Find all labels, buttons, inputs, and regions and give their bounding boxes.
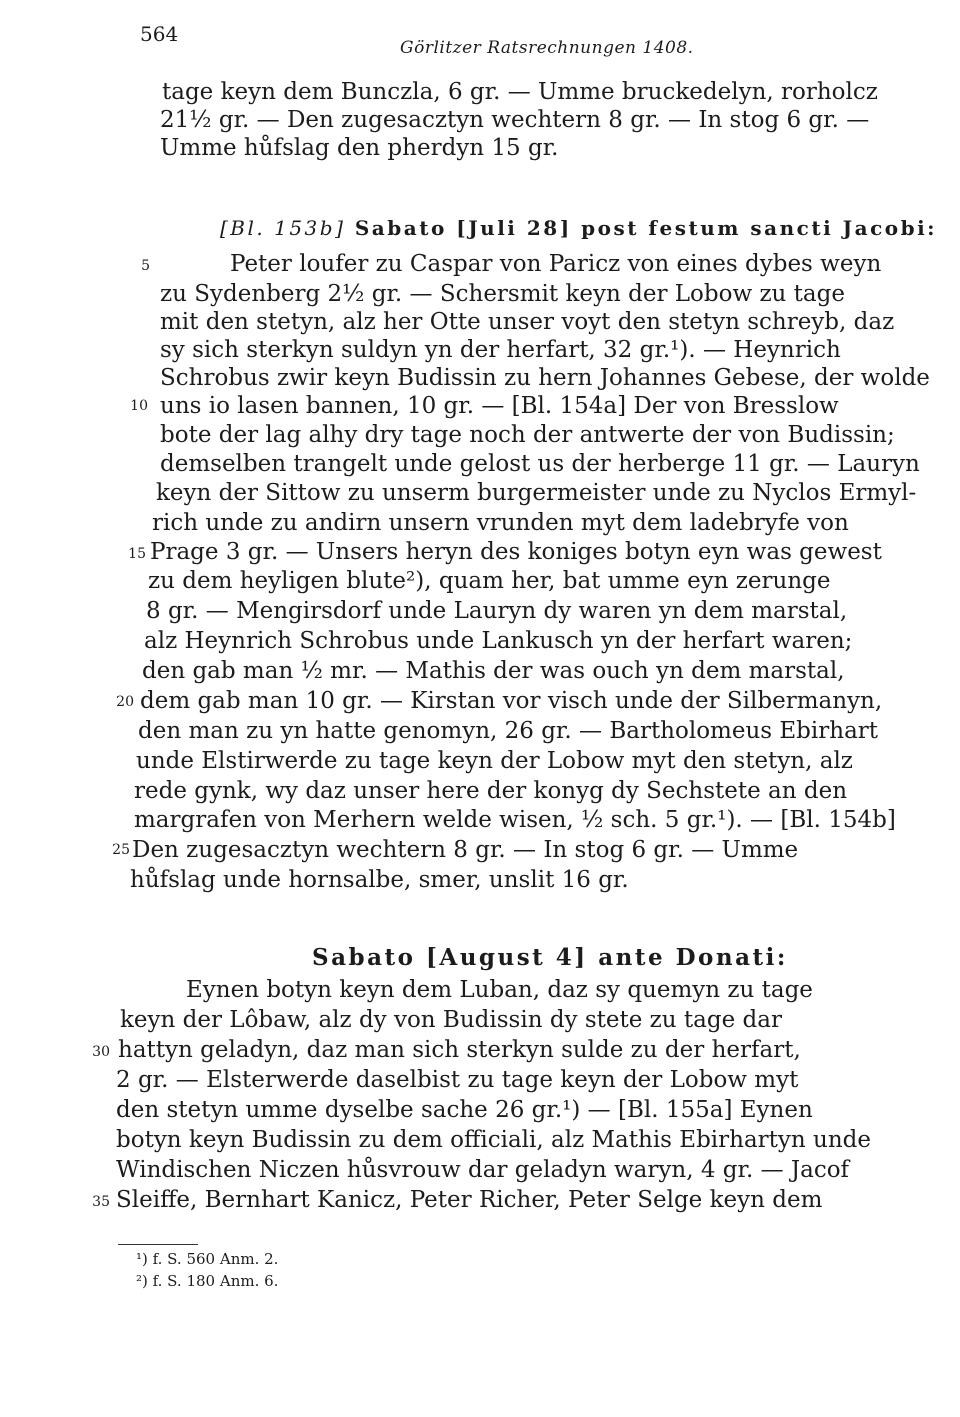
text-line: sy sich sterkyn suldyn yn der herfart, 32 gr.¹). — Heynrich <box>160 337 841 363</box>
text-line: rich unde zu andirn unsern vrunden myt dem ladebryfe von <box>152 510 849 536</box>
text-line: alz Heynrich Schrobus unde Lankusch yn der herfart waren; <box>144 628 853 654</box>
line-number: 35 <box>92 1194 110 1210</box>
line-number: 25 <box>112 842 130 858</box>
text-line: hůfslag unde hornsalbe, smer, unslit 16 gr. <box>130 867 629 893</box>
text-line: Umme hůfslag den pherdyn 15 gr. <box>160 135 559 161</box>
line-number: 5 <box>141 258 150 274</box>
text-line: Peter loufer zu Caspar von Paricz von eines dybes weyn <box>230 251 882 277</box>
section-title: Sabato [Juli 28] post festum sancti Jacobi: <box>354 216 938 240</box>
running-title: Görlitzer Ratsrechnungen 1408. <box>400 38 694 58</box>
footnote: ¹) f. S. 560 Anm. 2. <box>136 1250 279 1268</box>
text-line: rede gynk, wy daz unser here der konyg dy Sechstete an den <box>134 778 848 804</box>
text-line: zu Sydenberg 2½ gr. — Schersmit keyn der Lobow zu tage <box>160 281 845 307</box>
text-line: keyn der Sittow zu unserm burgermeister unde zu Nyclos Ermyl- <box>156 480 917 506</box>
text-line: Windischen Niczen hůsvrouw dar geladyn waryn, 4 gr. — Jacof <box>116 1157 850 1183</box>
footnote: ²) f. S. 180 Anm. 6. <box>136 1272 279 1290</box>
text-line: tage keyn dem Bunczla, 6 gr. — Umme bruckedelyn, rorholcz <box>162 79 878 105</box>
text-line: den stetyn umme dyselbe sache 26 gr.¹) — [Bl. 155a] Eynen <box>116 1097 813 1123</box>
page-number: 564 <box>140 22 179 46</box>
line-number: 15 <box>128 546 146 562</box>
text-line: 8 gr. — Mengirsdorf unde Lauryn dy waren yn dem marstal, <box>146 598 848 624</box>
text-line: den man zu yn hatte genomyn, 26 gr. — Bartholomeus Ebirhart <box>138 718 879 744</box>
text-line: Sleiffe, Bernhart Kanicz, Peter Richer, Peter Selge keyn dem <box>116 1187 823 1213</box>
text-line: 2 gr. — Elsterwerde daselbist zu tage keyn der Lobow myt <box>116 1067 799 1093</box>
text-line: Den zugesacztyn wechtern 8 gr. — In stog 6 gr. — Umme <box>132 837 799 863</box>
text-line: den gab man ½ mr. — Mathis der was ouch yn dem marstal, <box>142 658 845 684</box>
footnote-rule <box>118 1244 198 1245</box>
section-heading: Sabato [August 4] ante Donati: <box>312 944 788 971</box>
text-line: mit den stetyn, alz her Otte unser voyt den stetyn schreyb, daz <box>160 309 895 335</box>
folio-reference: [Bl. 153b] <box>220 216 346 240</box>
line-number: 20 <box>116 694 134 710</box>
text-line: Schrobus zwir keyn Budissin zu hern Johannes Gebese, der wolde <box>160 365 930 391</box>
text-line: unde Elstirwerde zu tage keyn der Lobow myt den stetyn, alz <box>136 748 853 774</box>
text-line: zu dem heyligen blute²), quam her, bat umme eyn zerunge <box>148 568 831 594</box>
text-line: dem gab man 10 gr. — Kirstan vor visch unde der Silbermanyn, <box>140 688 883 714</box>
text-line: margrafen von Merhern welde wisen, ½ sch. 5 gr.¹). — [Bl. 154b] <box>134 807 896 833</box>
text-line: hattyn geladyn, daz man sich sterkyn sulde zu der herfart, <box>118 1037 801 1063</box>
text-line: Eynen botyn keyn dem Luban, daz sy quemyn zu tage <box>186 977 813 1003</box>
text-line: demselben trangelt unde gelost us der herberge 11 gr. — Lauryn <box>160 451 920 477</box>
section-heading <box>220 216 937 240</box>
text-line: botyn keyn Budissin zu dem officiali, alz Mathis Ebirhartyn unde <box>116 1127 871 1153</box>
text-line: 21½ gr. — Den zugesacztyn wechtern 8 gr. — In stog 6 gr. — <box>160 107 870 133</box>
line-number: 30 <box>92 1044 110 1060</box>
text-line: Prage 3 gr. — Unsers heryn des koniges botyn eyn was gewest <box>150 539 882 565</box>
line-number: 10 <box>130 398 148 414</box>
text-line: uns io lasen bannen, 10 gr. — [Bl. 154a] Der von Bresslow <box>160 393 839 419</box>
text-line: keyn der Lôbaw, alz dy von Budissin dy stete zu tage dar <box>120 1007 782 1033</box>
text-line: bote der lag alhy dry tage noch der antwerte der von Budissin; <box>160 422 895 448</box>
